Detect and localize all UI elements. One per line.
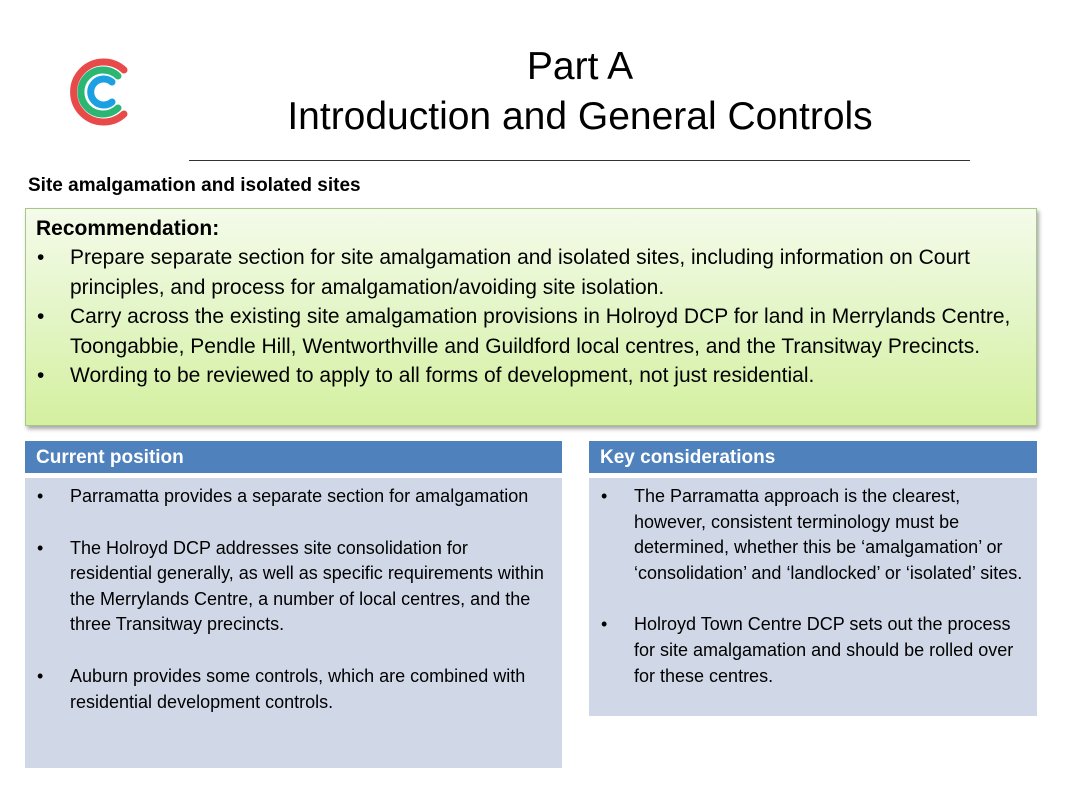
recommendation-item: • Carry across the existing site amalgamation provisions in Holroyd DCP for land in Merrylands Centre, Toongabbie, Pendle Hill, Wentworthville and Guildford local centres, and the Transitway Precincts.	[36, 302, 1022, 361]
key-considerations-body	[589, 478, 1037, 716]
current-position-heading: Current position	[25, 441, 562, 473]
recommendation-list	[36, 243, 1022, 391]
list-item: • The Parramatta approach is the clearest, however, consistent terminology must be determined, whether this be ‘amalgamation’ or ‘consolidation’ and ‘landlocked’ or ‘isolated’ sites.	[599, 484, 1027, 586]
page-title-line2: Introduction and General Controls	[287, 95, 873, 138]
recommendation-box	[25, 208, 1037, 426]
key-considerations-list	[599, 484, 1027, 689]
key-considerations-panel	[589, 441, 1037, 716]
current-position-list	[35, 484, 552, 715]
recommendation-item: • Prepare separate section for site amalgamation and isolated sites, including information on Court principles, and process for amalgamation/avoiding site isolation.	[36, 243, 1022, 302]
council-c-logo-icon	[66, 56, 132, 128]
current-position-panel	[25, 441, 562, 768]
recommendation-title: Recommendation:	[36, 217, 220, 240]
council-logo	[66, 56, 132, 128]
list-item: • Holroyd Town Centre DCP sets out the process for site amalgamation and should be rolled over for these centres.	[599, 612, 1027, 689]
section-heading: Site amalgamation and isolated sites	[28, 175, 361, 196]
title-divider	[189, 160, 970, 161]
key-considerations-heading: Key considerations	[589, 441, 1037, 473]
list-item: • The Holroyd DCP addresses site consolidation for residential generally, as well as specific requirements within the Merrylands Centre, a number of local centres, and the three Transitway precincts.	[35, 536, 552, 638]
recommendation-item: • Wording to be reviewed to apply to all forms of development, not just residential.	[36, 361, 1022, 391]
list-item: • Parramatta provides a separate section for amalgamation	[35, 484, 552, 510]
current-position-body	[25, 478, 562, 768]
page-title-line1: Part A	[526, 45, 634, 88]
list-item: • Auburn provides some controls, which are combined with residential development controls.	[35, 664, 552, 715]
